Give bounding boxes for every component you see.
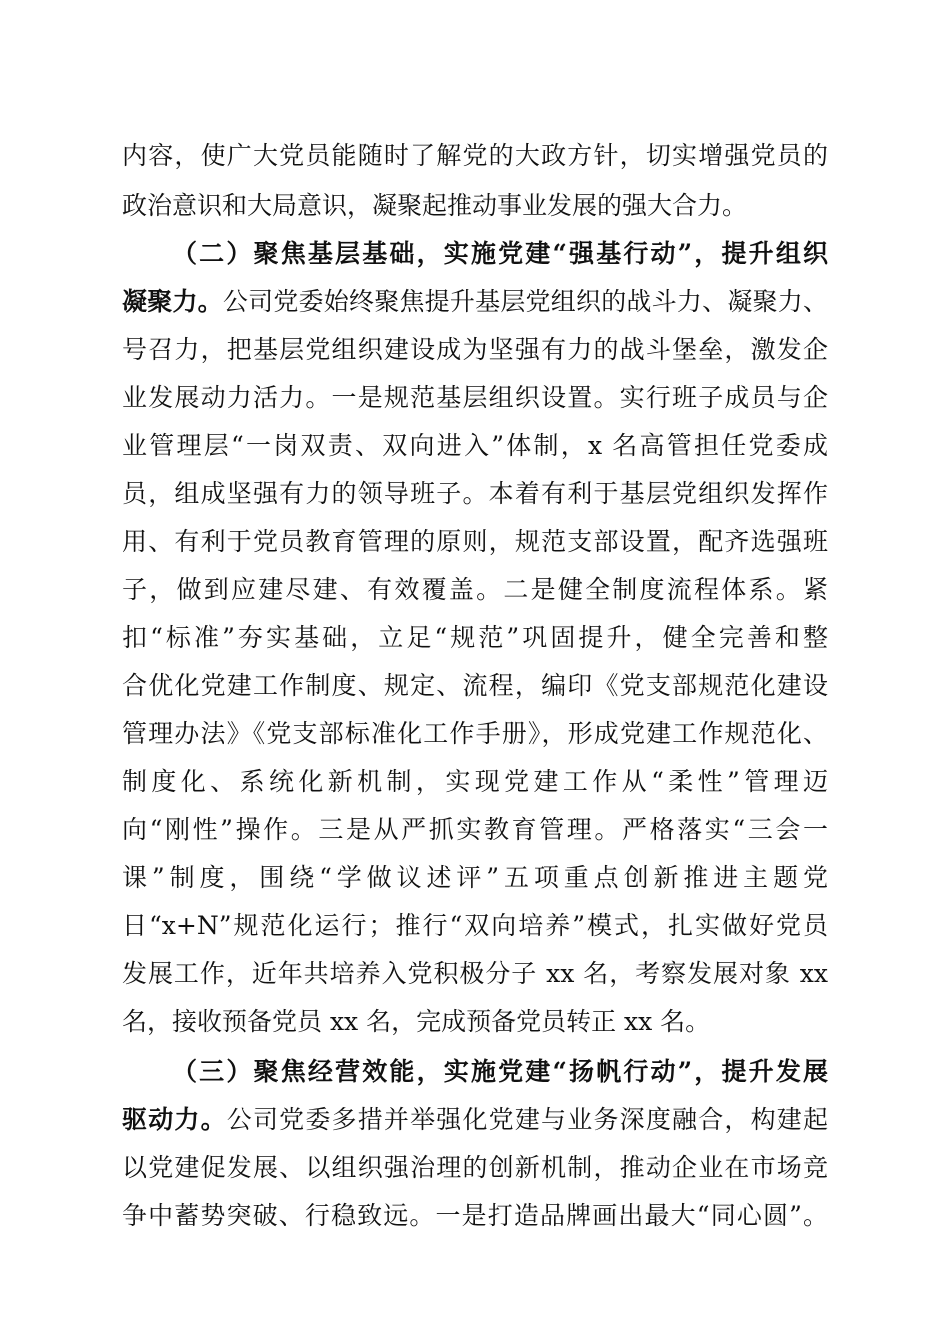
text-line: 用、有利于党员教育管理的原则，规范支部设置，配齐选强班 (122, 527, 828, 556)
text-line: 内容，使广大党员能随时了解党的大政方针，切实增强党员的 (122, 141, 828, 170)
text-line: 课”制度，围绕“学做议述评”五项重点创新推进主题党 (122, 863, 828, 892)
text-line: 以党建促发展、以组织强治理的创新机制，推动企业在市场竞 (122, 1153, 828, 1182)
text-line: 员，组成坚强有力的领导班子。本着有利于基层党组织发挥作 (122, 479, 828, 508)
text-fragment: 公司党委始终聚焦提升基层党组织的战斗力、凝聚力、 (222, 287, 828, 316)
text-line (122, 1098, 828, 1142)
text-line: 业管理层“一岗双责、双向进入”体制，x 名高管担任党委成 (122, 431, 828, 460)
section-heading-2: （二）聚焦基层基础，实施党建“强基行动”，提升组织 (172, 239, 828, 268)
text-line: 子，做到应建尽建、有效覆盖。二是健全制度流程体系。紧 (122, 575, 828, 604)
section-heading-3-end: 驱动力。 (122, 1105, 227, 1134)
section-heading-2-end: 凝聚力。 (122, 287, 223, 316)
text-line: 扣“标准”夯实基础，立足“规范”巩固提升，健全完善和整 (122, 623, 828, 652)
text-line: 政治意识和大局意识，凝聚起推动事业发展的强大合力。 (122, 191, 748, 220)
text-line: 管理办法》《党支部标准化工作手册》，形成党建工作规范化、 (122, 719, 828, 748)
text-line: 合优化党建工作制度、规定、流程，编印《党支部规范化建设 (122, 671, 828, 700)
text-line: 日“x+N”规范化运行；推行“双向培养”模式，扎实做好党员 (122, 911, 828, 940)
text-line: 名，接收预备党员 xx 名，完成预备党员转正 xx 名。 (122, 1007, 711, 1036)
text-line: 发展工作，近年共培养入党积极分子 xx 名，考察发展对象 xx (122, 959, 828, 988)
text-fragment: 公司党委多措并举强化党建与业务深度融合，构建起 (226, 1105, 828, 1134)
text-line: 号召力，把基层党组织建设成为坚强有力的战斗堡垒，激发企 (122, 335, 828, 364)
text-line: 向“刚性”操作。三是从严抓实教育管理。严格落实“三会一 (122, 815, 828, 844)
text-line: 业发展动力活力。一是规范基层组织设置。实行班子成员与企 (122, 383, 828, 412)
text-line: 争中蓄势突破、行稳致远。一是打造品牌画出最大“同心圆”。 (122, 1201, 828, 1230)
text-line: 制度化、系统化新机制，实现党建工作从“柔性”管理迈 (122, 767, 828, 796)
section-heading-3: （三）聚焦经营效能，实施党建“扬帆行动”，提升发展 (172, 1057, 828, 1086)
text-line (122, 280, 828, 324)
